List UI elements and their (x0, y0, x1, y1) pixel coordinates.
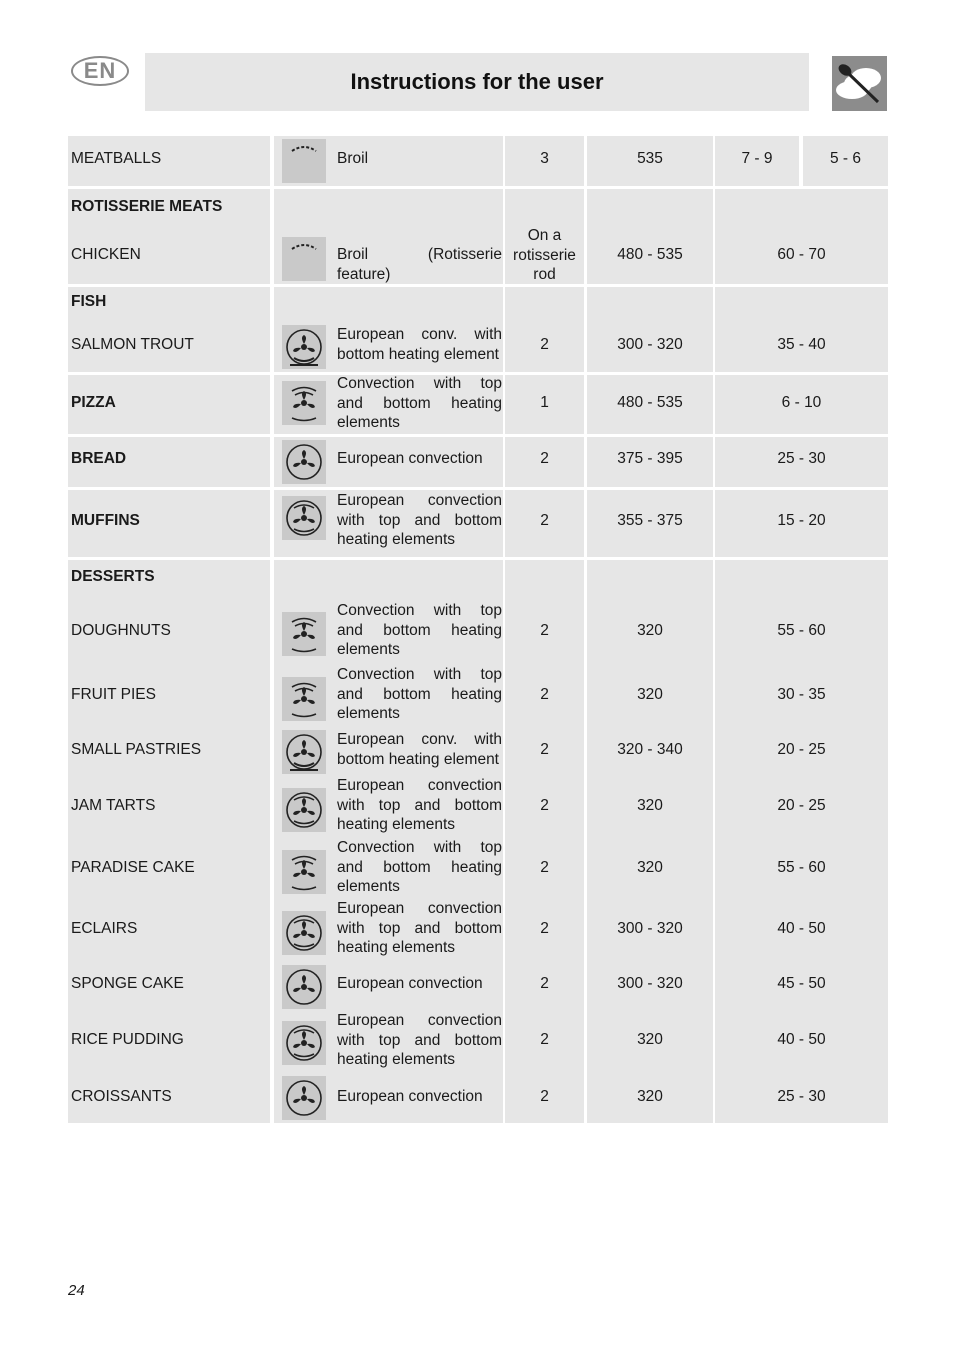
cooking-function-line: Convection with top (337, 602, 502, 619)
cooking-function-line: European conv. with (337, 326, 502, 343)
food-cell (68, 490, 270, 557)
shelf-value: 2 (540, 975, 549, 992)
time-cell (715, 1075, 888, 1123)
temperature-value: 320 (637, 686, 663, 703)
time-value: 15 - 20 (777, 512, 826, 529)
time-value: 60 - 70 (777, 246, 826, 263)
table-row-doughnuts (68, 560, 888, 666)
section-heading: DESSERTS (71, 568, 155, 585)
table-row-small-pastries (68, 727, 888, 777)
function-cell (274, 727, 503, 777)
page-header (145, 53, 809, 111)
time-value: 40 - 50 (777, 920, 826, 937)
food-name: ECLAIRS (71, 920, 138, 937)
cooking-function: European convection (337, 450, 483, 467)
food-name: PIZZA (71, 394, 116, 411)
temperature-cell (587, 839, 713, 900)
shelf-value-line: rod (533, 266, 556, 283)
temperature-value: 320 (637, 1088, 663, 1105)
time-cell (803, 136, 888, 186)
time-value: 30 - 35 (777, 686, 826, 703)
cooking-function: Broil (337, 150, 369, 167)
cooking-function-line: elements (337, 705, 400, 722)
shelf-cell (505, 375, 584, 434)
time-cell (715, 900, 888, 961)
table-row-jam-tarts (68, 777, 888, 839)
temperature-cell (587, 666, 713, 727)
shelf-value: 1 (540, 394, 549, 411)
time-cell (715, 666, 888, 727)
temperature-value: 300 - 320 (617, 975, 683, 992)
cooking-function-line: and bottom heating (337, 621, 502, 639)
shelf-cell (505, 900, 584, 961)
time-value: 20 - 25 (777, 797, 826, 814)
cooking-function-line: with top and bottom (337, 919, 502, 937)
function-cell (274, 136, 503, 186)
cooking-function-line: heating elements (337, 531, 456, 548)
cooking-function-line: with top and bottom (337, 796, 502, 814)
cooking-function-line: European conv. with (337, 731, 502, 748)
cooking-function-line: bottom heating element (337, 750, 499, 768)
language-badge (71, 56, 129, 86)
time-value: 20 - 25 (777, 741, 826, 758)
table-row-muffins (68, 490, 888, 557)
cooking-function-line: Convection with top (337, 839, 502, 856)
shelf-cell (505, 666, 584, 727)
function-cell (274, 1075, 503, 1123)
time-value: 35 - 40 (777, 336, 826, 353)
food-cell (68, 961, 270, 1010)
table-row-salmon (68, 287, 888, 372)
shelf-value: 2 (540, 450, 549, 467)
food-cell (68, 900, 270, 961)
time-cell (715, 777, 888, 839)
convection-top-bottom-icon (282, 612, 326, 656)
function-cell (274, 287, 503, 372)
function-cell (274, 1010, 503, 1075)
table-row-croissants (68, 1075, 888, 1123)
food-name: JAM TARTS (71, 797, 156, 814)
cooking-function-line: European convection (337, 492, 502, 509)
time-value: 55 - 60 (777, 622, 826, 639)
shelf-cell (505, 961, 584, 1010)
time-cell (715, 560, 888, 666)
shelf-value: 2 (540, 920, 549, 937)
page-number: 24 (68, 1282, 85, 1299)
cooking-function: European convection (337, 1088, 483, 1105)
time-cell (715, 287, 888, 372)
food-name: RICE PUDDING (71, 1031, 184, 1048)
european-conv-top-bottom-icon (282, 496, 326, 540)
function-cell (274, 839, 503, 900)
shelf-cell (505, 1075, 584, 1123)
table-row-bread (68, 437, 888, 487)
cooking-function-line: elements (337, 414, 400, 431)
shelf-cell (505, 727, 584, 777)
food-cell (68, 777, 270, 839)
temperature-cell (587, 961, 713, 1010)
cooking-table (68, 136, 888, 1123)
european-convection-icon (282, 440, 326, 484)
food-cell (68, 666, 270, 727)
temperature-value: 320 - 340 (617, 741, 683, 758)
time-value: 25 - 30 (777, 1088, 826, 1105)
shelf-value: 2 (540, 336, 549, 353)
broil-icon (282, 139, 326, 183)
time-value: 6 - 10 (781, 394, 822, 411)
european-convection-icon (282, 1076, 326, 1120)
temperature-value: 320 (637, 1031, 663, 1048)
european-conv-bottom-icon (282, 325, 326, 369)
temperature-cell (587, 560, 713, 666)
cooking-function-line: elements (337, 641, 400, 658)
european-convection-icon (282, 965, 326, 1009)
food-name: SMALL PASTRIES (71, 741, 202, 758)
temperature-cell (587, 1075, 713, 1123)
time-cell (715, 437, 888, 487)
cooking-function-line: Convection with top (337, 666, 502, 683)
cooking-function-line: bottom heating element (337, 345, 499, 363)
shelf-value: 2 (540, 622, 549, 639)
time-value: 40 - 50 (777, 1031, 826, 1048)
food-cell (68, 1075, 270, 1123)
food-cell (68, 560, 270, 666)
shelf-cell (505, 560, 584, 666)
food-name: DOUGHNUTS (71, 622, 171, 639)
chef-spoon-icon (832, 56, 887, 111)
shelf-value-line: On a (527, 227, 562, 244)
temperature-value: 300 - 320 (617, 920, 683, 937)
food-name: SALMON TROUT (71, 336, 194, 353)
page-title: Instructions for the user (350, 69, 604, 94)
time-cell (715, 375, 888, 434)
food-cell (68, 287, 270, 372)
cooking-function-line: and bottom heating (337, 394, 502, 412)
convection-top-bottom-icon (282, 850, 326, 894)
time-value: 45 - 50 (777, 975, 826, 992)
food-cell (68, 1010, 270, 1075)
time-cell (715, 490, 888, 557)
convection-top-bottom-icon (282, 677, 326, 721)
cooking-function-line: European convection (337, 900, 502, 917)
european-conv-bottom-icon (282, 730, 326, 774)
shelf-value: 2 (540, 1031, 549, 1048)
temperature-cell (587, 1010, 713, 1075)
function-cell (274, 189, 503, 284)
function-cell (274, 777, 503, 839)
european-conv-top-bottom-icon (282, 788, 326, 832)
shelf-value: 2 (540, 512, 549, 529)
shelf-cell (505, 839, 584, 900)
time-cell (715, 136, 799, 186)
time-value: 25 - 30 (777, 450, 826, 467)
shelf-value: 2 (540, 741, 549, 758)
time-value: 55 - 60 (777, 859, 826, 876)
cooking-function-line: and bottom heating (337, 858, 502, 876)
temperature-value: 320 (637, 622, 663, 639)
section-heading: FISH (71, 293, 107, 310)
temperature-value: 300 - 320 (617, 336, 683, 353)
shelf-cell (505, 189, 584, 284)
time-cell (715, 1010, 888, 1075)
food-name: CROISSANTS (71, 1088, 172, 1105)
cooking-function-line: with top and bottom (337, 511, 502, 529)
cooking-function-line: European convection (337, 777, 502, 794)
temperature-cell (587, 490, 713, 557)
european-conv-top-bottom-icon (282, 1021, 326, 1065)
european-conv-top-bottom-icon (282, 911, 326, 955)
food-name: FRUIT PIES (71, 686, 156, 703)
function-cell (274, 437, 503, 487)
function-cell (274, 560, 503, 666)
food-name: MUFFINS (71, 512, 140, 529)
time-value: 5 - 6 (829, 150, 861, 167)
temperature-cell (587, 189, 713, 284)
shelf-cell (505, 490, 584, 557)
shelf-value: 3 (540, 150, 549, 167)
temperature-value: 320 (637, 859, 663, 876)
shelf-value-line: rotisserie (513, 246, 576, 264)
food-cell (68, 437, 270, 487)
cooking-function-line: and bottom heating (337, 685, 502, 703)
function-cell (274, 490, 503, 557)
function-cell (274, 375, 503, 434)
shelf-cell (505, 1010, 584, 1075)
food-cell (68, 136, 270, 186)
language-label: EN (83, 58, 117, 83)
food-cell (68, 839, 270, 900)
section-heading: ROTISSERIE MEATS (71, 198, 223, 215)
table-row-meatballs (68, 136, 888, 186)
cooking-function-line: heating elements (337, 816, 456, 833)
cooking-function-line: European convection (337, 1012, 502, 1029)
table-row-pizza (68, 375, 888, 434)
time-cell (715, 727, 888, 777)
temperature-cell (587, 900, 713, 961)
shelf-value: 2 (540, 797, 549, 814)
shelf-value: 2 (540, 1088, 549, 1105)
temperature-cell (587, 727, 713, 777)
shelf-value: 2 (540, 686, 549, 703)
food-cell (68, 189, 270, 284)
shelf-cell (505, 777, 584, 839)
temperature-value: 355 - 375 (617, 512, 683, 529)
shelf-cell (505, 136, 584, 186)
food-name: MEATBALLS (71, 150, 162, 167)
shelf-cell (505, 287, 584, 372)
food-cell (68, 727, 270, 777)
time-cell (715, 189, 888, 284)
temperature-value: 535 (637, 150, 663, 167)
function-cell (274, 900, 503, 961)
table-row-paradise-cake (68, 839, 888, 900)
convection-top-bottom-icon (282, 381, 326, 425)
food-name: SPONGE CAKE (71, 975, 184, 992)
temperature-value: 480 - 535 (617, 394, 683, 411)
food-cell (68, 375, 270, 434)
time-value: 7 - 9 (741, 150, 773, 167)
temperature-value: 320 (637, 797, 663, 814)
table-row-chicken (68, 189, 888, 284)
broil-icon (282, 237, 326, 281)
table-row-fruit-pies (68, 666, 888, 727)
cooking-function-line: with top and bottom (337, 1031, 502, 1049)
time-cell (715, 961, 888, 1010)
temperature-cell (587, 437, 713, 487)
table-row-sponge-cake (68, 961, 888, 1010)
temperature-cell (587, 375, 713, 434)
temperature-cell (587, 287, 713, 372)
time-cell (715, 839, 888, 900)
table-row-rice-pudding (68, 1010, 888, 1075)
function-cell (274, 666, 503, 727)
temperature-value: 375 - 395 (617, 450, 683, 467)
cooking-function-line: heating elements (337, 939, 456, 956)
shelf-value: 2 (540, 859, 549, 876)
temperature-cell (587, 777, 713, 839)
cooking-function: European convection (337, 975, 483, 992)
food-name: PARADISE CAKE (71, 859, 195, 876)
cooking-function-line: Convection with top (337, 375, 502, 392)
table-row-eclairs (68, 900, 888, 961)
cooking-function-line: elements (337, 878, 400, 895)
cooking-function: Broil (Rotisserie feature) (337, 246, 502, 283)
temperature-value: 480 - 535 (617, 246, 683, 263)
cooking-function-line: heating elements (337, 1051, 456, 1068)
food-name: CHICKEN (71, 246, 141, 263)
shelf-cell (505, 437, 584, 487)
food-name: BREAD (71, 450, 127, 467)
temperature-cell (587, 136, 713, 186)
function-cell (274, 961, 503, 1010)
